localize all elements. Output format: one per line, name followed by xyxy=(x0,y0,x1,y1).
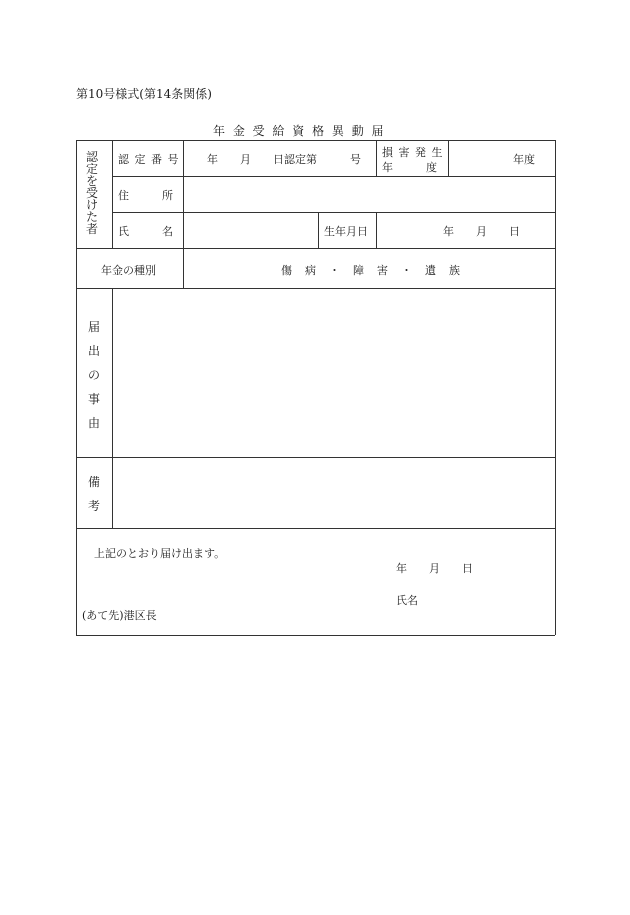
form-title: 年 金 受 給 資 格 異 動 届 xyxy=(213,124,386,138)
declaration-name-field[interactable] xyxy=(420,588,550,608)
pension-type-label: 年金の種別 xyxy=(101,264,156,277)
reason-label: 届 出 の 事 由 xyxy=(88,320,101,430)
birth-date-field[interactable]: 年 月 日 xyxy=(443,225,520,238)
fiscal-year-field[interactable]: 年度 xyxy=(513,153,535,166)
declaration-text: 上記のとおり届け出ます。 xyxy=(94,547,226,560)
remarks-field[interactable] xyxy=(113,458,554,527)
declaration-date-field[interactable]: 年 月 日 xyxy=(396,562,473,575)
remarks-label: 備 考 xyxy=(88,475,101,513)
addressee: (あて先)港区長 xyxy=(82,609,157,622)
name-field[interactable] xyxy=(184,213,317,247)
form-number: 第10号様式(第14条関係) xyxy=(76,87,212,101)
name-label: 氏 名 xyxy=(118,225,173,238)
certified-person-side-label: 認 定 を 受 け た 者 xyxy=(86,150,99,236)
birth-date-label: 生年月日 xyxy=(324,225,368,238)
address-label: 住 所 xyxy=(118,189,173,202)
damage-year-label-line2: 年 度 xyxy=(382,161,437,174)
address-field[interactable] xyxy=(184,177,554,211)
pension-type-options[interactable]: 傷 病 ・ 障 害 ・ 遺 族 xyxy=(281,264,461,277)
reason-field[interactable] xyxy=(113,289,554,456)
cert-number-label: 認 定 番 号 xyxy=(118,153,180,166)
cert-date-field[interactable]: 年 月 日認定第 号 xyxy=(207,153,361,166)
damage-year-label-line1: 損 害 発 生 xyxy=(382,146,444,159)
declaration-name-label: 氏名 xyxy=(396,594,418,607)
